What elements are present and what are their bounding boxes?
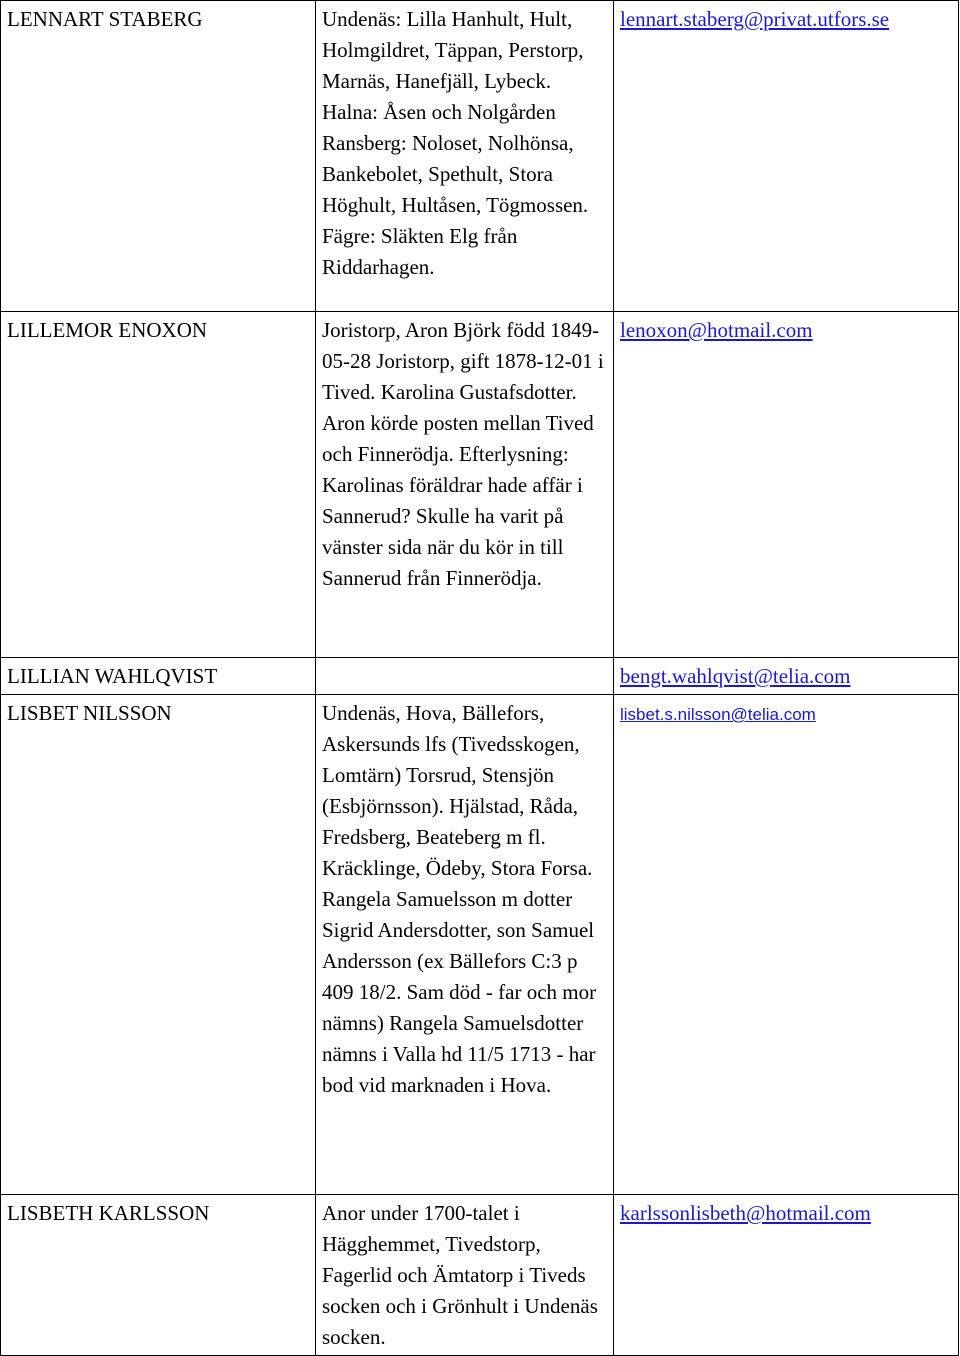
member-name: LISBET NILSSON bbox=[1, 695, 316, 1195]
email-cell bbox=[614, 1195, 959, 1356]
email-link[interactable]: karlssonlisbeth@hotmail.com bbox=[620, 1201, 871, 1225]
research-areas: Undenäs: Lilla Hanhult, Hult, Holmgildret, Täppan, Perstorp, Marnäs, Hanefjäll, Lybeck. Halna: Åsen och Nolgården Ransberg: Noloset, Nolhönsa, Bankebolet, Spethult, Stora Höghult, Hultåsen, Tögmossen. Fägre: Släkten Elg från Riddarhagen. bbox=[316, 1, 614, 312]
email-link[interactable]: lisbet.s.nilsson@telia.com bbox=[620, 705, 816, 724]
table-row bbox=[1, 1195, 959, 1356]
member-name: LISBETH KARLSSON bbox=[1, 1195, 316, 1356]
table-row bbox=[1, 312, 959, 658]
email-link[interactable]: bengt.wahlqvist@telia.com bbox=[620, 664, 851, 688]
email-link[interactable]: lennart.staberg@privat.utfors.se bbox=[620, 7, 890, 31]
email-cell bbox=[614, 1, 959, 312]
table-row bbox=[1, 658, 959, 695]
email-cell bbox=[614, 312, 959, 658]
email-cell bbox=[614, 658, 959, 695]
research-areas: Anor under 1700-talet i Hägghemmet, Tivedstorp, Fagerlid och Ämtatorp i Tiveds socken och i Grönhult i Undenäs socken. bbox=[316, 1195, 614, 1356]
member-name: LILLIAN WAHLQVIST bbox=[1, 658, 316, 695]
research-areas: Joristorp, Aron Björk född 1849-05-28 Joristorp, gift 1878-12-01 i Tived. Karolina Gustafsdotter. Aron körde posten mellan Tived och Finnerödja. Efterlysning: Karolinas föräldrar hade affär i Sannerud? Skulle ha varit på vänster sida när du kör in till Sannerud från Finnerödja. bbox=[316, 312, 614, 658]
research-areas bbox=[316, 658, 614, 695]
email-cell bbox=[614, 695, 959, 1195]
member-name: LENNART STABERG bbox=[1, 1, 316, 312]
table-row bbox=[1, 695, 959, 1195]
member-name: LILLEMOR ENOXON bbox=[1, 312, 316, 658]
research-areas: Undenäs, Hova, Bällefors, Askersunds lfs (Tivedsskogen, Lomtärn) Torsrud, Stensjön (Esbjörnsson). Hjälstad, Råda, Fredsberg, Beateberg m fl. Kräcklinge, Ödeby, Stora Forsa. Rangela Samuelsson m dotter Sigrid Andersdotter, son Samuel Andersson (ex Bällefors C:3 p 409 18/2. Sam död - far och mor nämns) Rangela Samuelsdotter nämns i Valla hd 11/5 1713 - har bod vid marknaden i Hova. bbox=[316, 695, 614, 1195]
email-link[interactable]: lenoxon@hotmail.com bbox=[620, 318, 813, 342]
table-row bbox=[1, 1, 959, 312]
